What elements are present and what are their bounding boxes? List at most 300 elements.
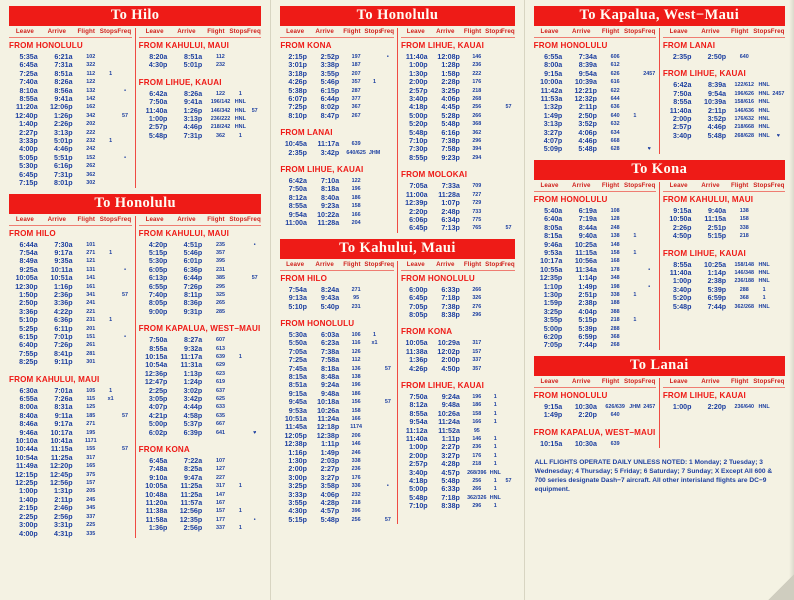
leave-time: 11:42a (540, 86, 563, 95)
header-flight: Flight (343, 28, 361, 35)
flight-number: 105 (86, 387, 96, 394)
stops-value (103, 341, 118, 349)
flight-row (139, 299, 262, 307)
arrive-time: 2:56p (183, 524, 203, 533)
arrive-time: 7:34a (578, 53, 597, 61)
flight-number: 204 (351, 220, 361, 227)
flight-row (9, 249, 132, 257)
flight-row (534, 120, 656, 128)
group-spacer (139, 316, 262, 321)
origin-heading: FROM LIHUE, KAUAI (280, 165, 364, 175)
flight-row (401, 182, 515, 190)
stops-value (488, 120, 502, 128)
flight-row (9, 462, 132, 470)
freq-value (248, 98, 261, 106)
header-freq: Freq (770, 377, 785, 385)
arrive-time: 2:36p (54, 290, 73, 299)
flight-number: 218 (472, 87, 482, 94)
leave-time: 5:00p (409, 111, 428, 120)
arrive-time: 2:46p (54, 504, 73, 513)
freq-value: • (648, 266, 651, 273)
header-leave: Leave (669, 377, 688, 385)
stops-value (488, 87, 502, 95)
flight-row (401, 339, 515, 347)
arrive-time: 6:39p (183, 428, 203, 437)
freq-value (118, 316, 131, 324)
header-arrive: Arrive (315, 260, 334, 268)
freq-value (382, 423, 394, 431)
schedule-column (277, 28, 398, 233)
freq-value (772, 232, 785, 240)
arrive-time: 9:40a (707, 206, 727, 215)
leave-time: 1:00p (409, 61, 428, 70)
arrive-time: 7:19a (578, 215, 597, 224)
arrive-time: 3:13p (54, 128, 73, 137)
flight-row (139, 361, 262, 369)
stops-value (233, 308, 248, 316)
stops-value (233, 370, 248, 378)
section-banner-to-honolulu: To Honolulu (280, 6, 514, 26)
arrive-time: 8:41p (54, 349, 73, 358)
flight-number: 338 (610, 291, 620, 298)
freq-value: 57 (505, 478, 512, 485)
flight-number: 112 (351, 357, 361, 364)
leave-time: 7:05a (288, 347, 307, 356)
flight-number: 236 (472, 62, 482, 69)
stops-value (233, 420, 248, 428)
arrive-time: 1:13p (183, 369, 203, 378)
flight-number: 302 (86, 180, 96, 187)
arrive-time: 6:03a (321, 330, 340, 339)
leave-time: 10:55a (540, 265, 563, 274)
arrive-time: 5:01p (54, 137, 73, 146)
freq-value (643, 249, 656, 257)
flight-number: 196/142 (210, 99, 231, 106)
flight-row (139, 291, 262, 299)
flight-number: 161 (86, 283, 96, 290)
flight-row (663, 403, 785, 411)
stops-value (488, 129, 502, 137)
freq-value (502, 61, 514, 69)
leave-time: 8:55a (409, 409, 428, 418)
flight-number: 326 (472, 295, 482, 302)
flight-row (534, 95, 656, 103)
freq-value (248, 499, 261, 507)
stops-value: 1 (493, 486, 497, 493)
freq-value (118, 78, 131, 86)
freq-value (118, 95, 131, 103)
flight-number: 178 (610, 266, 620, 273)
arrive-time: 12:02p (437, 347, 460, 356)
stops-value (103, 266, 118, 274)
column-header-row (9, 28, 132, 38)
arrive-time: 12:08p (437, 53, 460, 61)
stops-value (627, 224, 642, 232)
flight-row (9, 325, 132, 333)
flight-row (534, 61, 656, 69)
panel-right (525, 0, 794, 600)
arrive-time: 11:57a (180, 499, 203, 508)
flight-number: 167 (215, 500, 225, 507)
flight-number: 95 (473, 427, 480, 434)
stops-value: HNL (758, 278, 770, 285)
flight-number: 619 (215, 379, 225, 386)
leave-time: 12:39p (405, 199, 428, 208)
flight-number: 625 (215, 396, 225, 402)
arrive-time: 9:23p (441, 153, 460, 162)
arrive-time: 2:28p (441, 78, 460, 87)
stops-value (367, 457, 381, 465)
arrive-time: 9:31p (183, 307, 203, 316)
leave-time: 1:10p (543, 282, 563, 291)
flight-number: 266 (472, 286, 482, 293)
leave-time: 4:50p (672, 232, 692, 241)
flight-number: 271 (86, 421, 96, 428)
flight-number: 322 (86, 62, 96, 69)
leave-time: 10:50a (669, 215, 692, 224)
flight-number: 357 (472, 365, 482, 372)
flight-row (534, 308, 656, 316)
flight-row (139, 387, 262, 395)
arrive-time: 4:50p (441, 364, 460, 373)
flight-number: 368 (610, 333, 620, 340)
flight-number: 158 (739, 216, 749, 223)
flight-number: 146 (472, 436, 482, 442)
stops-value (627, 145, 642, 153)
arrive-time: 12:45p (50, 470, 73, 479)
freq-value (382, 381, 394, 389)
column-header-row (401, 28, 515, 38)
flight-number: 236/640 (734, 403, 755, 410)
flight-row (401, 435, 515, 443)
leave-time: 6:30a (19, 386, 38, 395)
flight-number: 218 (472, 461, 482, 468)
header-arrive: Arrive (177, 215, 196, 223)
flight-number: 242 (86, 146, 96, 153)
freq-value (502, 393, 514, 401)
origin-heading: FROM HONOLULU (401, 273, 475, 283)
arrive-time: 5:28p (441, 111, 460, 120)
stops-value (756, 207, 771, 215)
flight-number: 639 (610, 440, 620, 447)
flight-row (9, 358, 132, 366)
flight-number: 296 (472, 503, 482, 510)
stops-value (103, 129, 118, 137)
flight-row (9, 53, 132, 61)
arrive-time: 8:40a (321, 193, 340, 202)
header-freq: Freq (380, 260, 395, 268)
flight-number: 152 (86, 154, 96, 161)
arrive-time: 5:46p (320, 78, 340, 87)
leave-time: 3:05p (148, 395, 168, 403)
flight-number: 640 (739, 54, 749, 60)
stops-value: 1 (238, 508, 242, 515)
freq-value (118, 479, 131, 487)
freq-value (118, 120, 131, 128)
freq-value (248, 507, 261, 515)
flight-number: 101 (86, 241, 96, 248)
stops-value (103, 521, 118, 529)
freq-value (248, 90, 261, 98)
flight-number: 95 (353, 295, 360, 302)
stops-value (233, 61, 248, 69)
flight-row (9, 504, 132, 512)
section-columns (6, 216, 264, 538)
stops-value (233, 516, 248, 524)
stops-value (627, 308, 642, 316)
freq-value: 57 (384, 399, 391, 406)
flight-row (401, 112, 515, 120)
flight-number: 342 (86, 112, 96, 119)
header-freq: Freq (380, 28, 395, 35)
freq-value (502, 365, 514, 373)
flight-row (534, 411, 656, 419)
section-columns (531, 28, 788, 154)
stops-value (103, 78, 118, 86)
freq-value (248, 299, 261, 307)
stops-value (103, 504, 118, 512)
flight-number: 232 (351, 491, 361, 498)
leave-time: 10:48a (145, 490, 168, 499)
leave-time: 10:44a (15, 445, 38, 454)
flight-row (534, 274, 656, 282)
arrive-time: 10:56a (574, 257, 597, 266)
leave-time: 5:05p (19, 153, 38, 162)
flight-row (9, 283, 132, 291)
flight-row (534, 403, 656, 411)
arrive-time: 7:26p (54, 341, 73, 350)
flight-number: 151 (86, 333, 96, 340)
stops-value (627, 61, 642, 69)
stops-value (103, 120, 118, 128)
arrive-time: 1:07p (441, 199, 460, 208)
stops-value (367, 177, 381, 185)
arrive-time: 10:17a (50, 428, 73, 437)
arrive-time: 10:18a (317, 398, 340, 407)
flight-row (663, 224, 785, 232)
group-spacer (401, 373, 515, 378)
flight-row (139, 499, 262, 507)
header-arrive: Arrive (572, 377, 591, 385)
stops-value (103, 291, 118, 299)
leave-time: 2:15p (288, 53, 307, 61)
flight-number: 236 (472, 444, 482, 451)
group-spacer (280, 120, 394, 125)
flight-row (9, 420, 132, 428)
origin-heading: FROM LIHUE, KAUAI (138, 77, 222, 87)
origin-heading: FROM KONA (280, 41, 332, 50)
freq-value (118, 137, 131, 145)
stops-value: 1 (109, 70, 113, 77)
arrive-time: 5:39p (707, 285, 727, 294)
flight-number: 146/342 (210, 107, 231, 114)
flight-row (139, 482, 262, 490)
section-banner-to-hilo: To Hilo (9, 6, 261, 26)
arrive-time: 4:46p (183, 123, 203, 132)
arrive-time: 8:31a (54, 403, 73, 412)
stops-value (367, 356, 381, 364)
freq-value (382, 294, 394, 302)
stops-value (367, 415, 381, 423)
flight-row (9, 487, 132, 495)
flight-row (139, 516, 262, 524)
freq-value (382, 390, 394, 398)
leave-time: 8:15a (288, 372, 307, 381)
stops-value (103, 412, 118, 420)
freq-value (382, 194, 394, 202)
header-freq: Freq (501, 28, 515, 35)
freq-value (643, 129, 656, 137)
flight-row (663, 132, 785, 140)
stops-value (103, 274, 118, 282)
flight-row (534, 145, 656, 153)
flight-row (9, 341, 132, 349)
stops-value (367, 286, 381, 294)
flight-row (9, 145, 132, 153)
origin-heading: FROM KONA (138, 445, 190, 455)
stops-value (103, 496, 118, 504)
schedule-column (6, 28, 136, 188)
freq-value (248, 345, 261, 353)
arrive-time: 9:24a (441, 392, 460, 401)
origin-heading: FROM KAHULUI, MAUI (662, 194, 754, 204)
stops-value (367, 491, 381, 499)
flight-row (663, 286, 785, 294)
stops-value: 1 (493, 436, 497, 442)
freq-value (772, 286, 785, 294)
leave-time: 6:55a (544, 53, 563, 61)
flight-number: 268/396 (467, 469, 487, 476)
header-arrive: Arrive (47, 28, 67, 35)
stops-value (367, 507, 381, 515)
flight-row (663, 98, 785, 106)
arrive-time: 10:39a (704, 98, 727, 107)
flight-number: 396 (351, 508, 361, 515)
freq-value: 57 (505, 104, 512, 111)
leave-time: 6:45p (19, 170, 38, 179)
freq-value (382, 149, 394, 157)
stops-value: HNL (758, 99, 770, 106)
stops-value (488, 339, 502, 347)
freq-value (382, 356, 394, 364)
flight-row (139, 345, 262, 353)
origin-heading: FROM KAHULUI, MAUI (138, 41, 230, 50)
arrive-time: 12:20p (50, 462, 73, 471)
leave-time: 7:54a (19, 248, 38, 257)
leave-time: 11:20a (16, 103, 38, 112)
stops-value: 1 (109, 138, 113, 145)
leave-time: 6:40p (19, 341, 38, 350)
section-columns (277, 261, 517, 525)
arrive-time: 9:54a (578, 69, 597, 78)
flight-row (139, 53, 262, 61)
stops-value (627, 283, 642, 291)
header-leave: Leave (669, 28, 688, 35)
flight-row (139, 107, 262, 115)
page-corner (768, 574, 794, 600)
flight-number: 232 (215, 62, 225, 69)
stops-value: 1 (493, 452, 497, 459)
arrive-time: 6:44p (320, 95, 340, 104)
arrive-time: 11:24a (438, 418, 460, 427)
group-spacer (280, 311, 394, 316)
header-arrive: Arrive (572, 28, 591, 35)
arrive-time: 5:48p (441, 120, 460, 129)
stops-value: 1 (633, 291, 637, 298)
section-columns (531, 182, 788, 350)
flight-number: 635 (215, 412, 225, 419)
leave-time: 2:20p (409, 207, 428, 216)
origin-heading: FROM LIHUE, KAUAI (662, 390, 746, 400)
flight-number: 231 (351, 303, 361, 310)
leave-time: 1:00p (672, 402, 692, 411)
arrive-time: 1:26p (54, 111, 73, 120)
flight-row (401, 199, 515, 207)
flight-row (663, 269, 785, 277)
leave-time: 6:07p (288, 95, 307, 104)
freq-value (382, 415, 394, 423)
leave-time: 8:12a (409, 401, 428, 410)
flight-row (9, 137, 132, 145)
stops-value (233, 249, 248, 257)
flight-number: 236/222 (210, 116, 231, 123)
origin-heading: FROM HONOLULU (533, 390, 608, 400)
stops-value (233, 283, 248, 291)
leave-time: 5:30p (148, 257, 168, 266)
flight-row (280, 53, 394, 61)
flight-number: 122/612 (734, 82, 755, 89)
origin-heading: FROM HILO (280, 273, 328, 283)
freq-value (248, 249, 261, 257)
header-stops: Stops (753, 181, 771, 189)
arrive-time: 6:33p (441, 485, 460, 494)
header-leave: Leave (540, 181, 559, 189)
flight-number: 256 (472, 104, 482, 111)
stops-value (367, 373, 381, 381)
freq-value (382, 211, 394, 219)
arrive-time: 9:11a (54, 411, 73, 420)
flight-row (280, 348, 394, 356)
arrive-time: 3:52p (578, 120, 597, 129)
column-header-row (139, 28, 262, 38)
flight-row (663, 81, 785, 89)
flight-number: 177 (215, 516, 225, 523)
stops-value (367, 390, 381, 398)
flight-number: 622 (610, 87, 620, 94)
stops-value (233, 412, 248, 420)
arrive-time: 2:11p (54, 495, 73, 504)
leave-time: 7:05p (409, 302, 428, 311)
header-freq: Freq (247, 215, 261, 223)
arrive-time: 11:25a (180, 482, 203, 491)
arrive-time: 1:24p (183, 378, 203, 387)
leave-time: 6:00p (409, 285, 428, 294)
arrive-time: 5:51p (54, 153, 73, 162)
flight-number: 195 (86, 429, 96, 436)
stops-value (103, 445, 118, 453)
arrive-time: 2:27p (320, 465, 340, 474)
arrive-time: 7:01p (54, 332, 73, 341)
stops-value: 1 (633, 317, 637, 324)
freq-value: 57 (251, 275, 258, 282)
leave-time: 8:10p (288, 111, 307, 120)
stops-value (756, 232, 771, 240)
flight-row (139, 132, 262, 140)
flight-number: 108 (610, 207, 620, 214)
arrive-time: 4:46p (578, 137, 597, 146)
flight-row (9, 299, 132, 307)
timetable-section (277, 239, 517, 525)
